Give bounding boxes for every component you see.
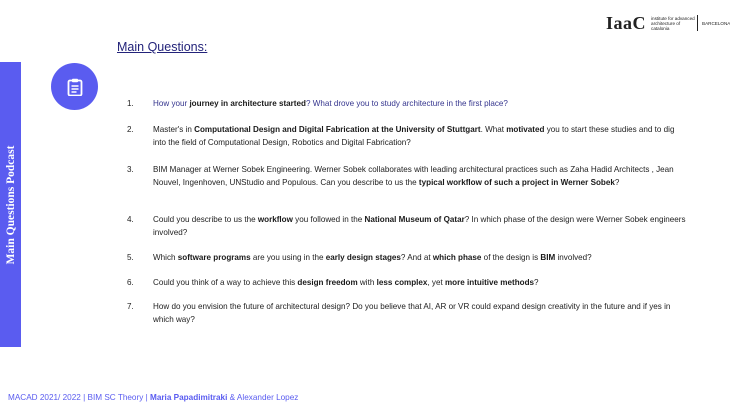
question-number: 1.: [127, 99, 134, 108]
logo-tagline: institute for advanced architecture of catalonia: [651, 15, 695, 31]
question-number: 4.: [127, 215, 134, 224]
question-text: BIM Manager at Werner Sobek Engineering. Werner Sobek collaborates with leading architectural practices such as Zaha Hadid Architects , Jean Nouvel, Ingenhoven, UNStudio and Populous. Can you describe to us the typical workflow of such a project in Werner Sobek?: [153, 165, 674, 187]
question-number: 3.: [127, 165, 134, 174]
page-title: Main Questions:: [117, 40, 208, 54]
question-text: Master's in Computational Design and Digital Fabrication at the University of Stuttgart. What motivated you to start these studies and to dig into the field of Computational Design, Robotics and Digital Fabrication?: [153, 125, 675, 147]
sidebar-label: Main Questions Podcast: [4, 145, 17, 264]
logo-divider: [697, 15, 698, 31]
question-number: 7.: [127, 302, 134, 311]
question-number: 6.: [127, 278, 134, 287]
question-number: 5.: [127, 253, 134, 262]
logo-mark: IaaC: [606, 12, 647, 33]
question-text: How your journey in architecture started? What drove you to study architecture in the first place?: [153, 99, 508, 108]
clipboard-badge: [51, 63, 98, 110]
clipboard-icon: [67, 78, 83, 96]
question-text: Which software programs are you using in the early design stages? And at which phase of the design is BIM involved?: [153, 253, 592, 262]
question-number: 2.: [127, 125, 134, 134]
question-text: Could you think of a way to achieve this design freedom with less complex, yet more intuitive methods?: [153, 278, 539, 287]
sidebar-tab: [0, 62, 21, 347]
question-text: Could you describe to us the workflow you followed in the National Museum of Qatar? In which phase of the design were Werner Sobek engineers involved?: [153, 215, 686, 237]
iaac-logo: [606, 13, 730, 33]
footer-credits: MACAD 2021/ 2022 | BIM SC Theory | Maria Papadimitraki & Alexander Lopez: [8, 393, 299, 402]
question-text: How do you envision the future of architectural design? Do you believe that AI, AR or VR could expand design creativity in the future and if yes in which way?: [153, 302, 671, 324]
logo-city: BARCELONA: [702, 20, 730, 26]
